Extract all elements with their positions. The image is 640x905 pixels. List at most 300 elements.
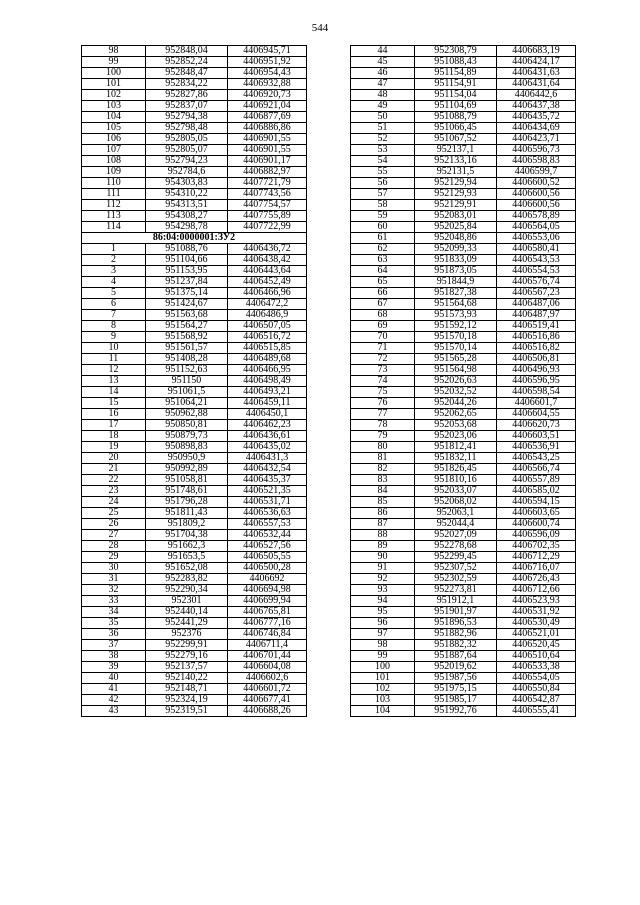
y-coordinate-cell: 4406677,41 (228, 695, 307, 706)
y-coordinate-cell: 4406886,86 (228, 123, 307, 134)
x-coordinate-cell: 951873,05 (415, 266, 497, 277)
table-row (82, 574, 307, 585)
x-coordinate-cell: 951844,9 (415, 277, 497, 288)
table-row (82, 607, 307, 618)
x-coordinate-cell: 952048,86 (415, 233, 497, 244)
table-row (82, 321, 307, 332)
y-coordinate-cell: 4406901,55 (228, 134, 307, 145)
point-number-cell: 97 (351, 629, 415, 640)
y-coordinate-cell: 4406699,94 (228, 596, 307, 607)
x-coordinate-cell: 952852,24 (146, 57, 228, 68)
x-coordinate-cell: 954308,27 (146, 211, 228, 222)
point-number-cell: 47 (351, 79, 415, 90)
x-coordinate-cell: 952307,52 (415, 563, 497, 574)
x-coordinate-cell: 951061,5 (146, 387, 228, 398)
table-row (82, 134, 307, 145)
x-coordinate-cell: 951901,97 (415, 607, 497, 618)
point-number-cell: 73 (351, 365, 415, 376)
point-number-cell: 46 (351, 68, 415, 79)
x-coordinate-cell: 952032,52 (415, 387, 497, 398)
table-row (82, 123, 307, 134)
table-row (351, 57, 576, 68)
y-coordinate-cell: 4406692 (228, 574, 307, 585)
y-coordinate-cell: 4407743,56 (228, 189, 307, 200)
x-coordinate-cell: 951592,12 (415, 321, 497, 332)
x-coordinate-cell: 952129,93 (415, 189, 497, 200)
point-number-cell: 83 (351, 475, 415, 486)
table-row (351, 541, 576, 552)
y-coordinate-cell: 4406436,61 (228, 431, 307, 442)
table-row (82, 266, 307, 277)
point-number-cell: 2 (82, 255, 146, 266)
x-coordinate-cell: 952133,16 (415, 156, 497, 167)
table-row (351, 266, 576, 277)
x-coordinate-cell: 951570,14 (415, 343, 497, 354)
y-coordinate-cell: 4406746,84 (228, 629, 307, 640)
x-coordinate-cell: 951154,91 (415, 79, 497, 90)
y-coordinate-cell: 4406435,37 (228, 475, 307, 486)
x-coordinate-cell: 951811,43 (146, 508, 228, 519)
point-number-cell: 104 (82, 112, 146, 123)
x-coordinate-cell: 951704,38 (146, 530, 228, 541)
y-coordinate-cell: 4406442,6 (497, 90, 576, 101)
x-coordinate-cell: 951561,57 (146, 343, 228, 354)
point-number-cell: 108 (82, 156, 146, 167)
table-row (82, 398, 307, 409)
x-coordinate-cell: 952299,45 (415, 552, 497, 563)
table-row (82, 640, 307, 651)
table-row (351, 277, 576, 288)
table-row (351, 310, 576, 321)
table-row (351, 46, 576, 57)
y-coordinate-cell: 4406553,06 (497, 233, 576, 244)
table-row (351, 222, 576, 233)
table-row (82, 79, 307, 90)
x-coordinate-cell: 951058,81 (146, 475, 228, 486)
y-coordinate-cell: 4406436,72 (228, 244, 307, 255)
x-coordinate-cell: 951887,64 (415, 651, 497, 662)
point-number-cell: 101 (351, 673, 415, 684)
table-row (351, 420, 576, 431)
point-number-cell: 13 (82, 376, 146, 387)
y-coordinate-cell: 4406435,72 (497, 112, 576, 123)
x-coordinate-cell: 952068,02 (415, 497, 497, 508)
point-number-cell: 103 (82, 101, 146, 112)
point-number-cell: 109 (82, 167, 146, 178)
point-number-cell: 14 (82, 387, 146, 398)
table-row (351, 244, 576, 255)
point-number-cell: 98 (82, 46, 146, 57)
table-row (351, 365, 576, 376)
table-row (82, 706, 307, 717)
table-row (82, 486, 307, 497)
y-coordinate-cell: 4406521,01 (497, 629, 576, 640)
x-coordinate-cell: 951987,56 (415, 673, 497, 684)
point-number-cell: 81 (351, 453, 415, 464)
x-coordinate-cell: 951104,69 (415, 101, 497, 112)
y-coordinate-cell: 4406515,85 (228, 343, 307, 354)
point-number-cell: 57 (351, 189, 415, 200)
y-coordinate-cell: 4406532,44 (228, 530, 307, 541)
table-row (351, 321, 576, 332)
table-row (351, 585, 576, 596)
y-coordinate-cell: 4406431,63 (497, 68, 576, 79)
y-coordinate-cell: 4406554,53 (497, 266, 576, 277)
x-coordinate-cell: 950992,89 (146, 464, 228, 475)
point-number-cell: 92 (351, 574, 415, 585)
x-coordinate-cell: 951424,67 (146, 299, 228, 310)
table-row (351, 607, 576, 618)
x-coordinate-cell: 951832,11 (415, 453, 497, 464)
x-coordinate-cell: 954298,78 (146, 222, 228, 233)
table-row (351, 673, 576, 684)
point-number-cell: 40 (82, 673, 146, 684)
x-coordinate-cell: 952025,84 (415, 222, 497, 233)
y-coordinate-cell: 4406500,28 (228, 563, 307, 574)
x-coordinate-cell: 952062,65 (415, 409, 497, 420)
y-coordinate-cell: 4406530,49 (497, 618, 576, 629)
point-number-cell: 104 (351, 706, 415, 717)
point-number-cell: 100 (82, 68, 146, 79)
y-coordinate-cell: 4406536,91 (497, 442, 576, 453)
x-coordinate-cell: 951809,2 (146, 519, 228, 530)
table-row (351, 453, 576, 464)
y-coordinate-cell: 4406576,74 (497, 277, 576, 288)
x-coordinate-cell: 951652,08 (146, 563, 228, 574)
point-number-cell: 49 (351, 101, 415, 112)
point-number-cell: 54 (351, 156, 415, 167)
x-coordinate-cell: 951653,5 (146, 552, 228, 563)
y-coordinate-cell: 4406450,1 (228, 409, 307, 420)
point-number-cell: 74 (351, 376, 415, 387)
table-row (82, 310, 307, 321)
y-coordinate-cell: 4406531,71 (228, 497, 307, 508)
y-coordinate-cell: 4406432,54 (228, 464, 307, 475)
y-coordinate-cell: 4406493,21 (228, 387, 307, 398)
y-coordinate-cell: 4406585,02 (497, 486, 576, 497)
x-coordinate-cell: 951375,14 (146, 288, 228, 299)
x-coordinate-cell: 951975,15 (415, 684, 497, 695)
y-coordinate-cell: 4406505,55 (228, 552, 307, 563)
x-coordinate-cell: 952290,34 (146, 585, 228, 596)
y-coordinate-cell: 4406516,72 (228, 332, 307, 343)
y-coordinate-cell: 4406688,26 (228, 706, 307, 717)
y-coordinate-cell: 4406557,89 (497, 475, 576, 486)
y-coordinate-cell: 4406554,05 (497, 673, 576, 684)
table-row (82, 288, 307, 299)
table-row (82, 453, 307, 464)
y-coordinate-cell: 4406921,04 (228, 101, 307, 112)
x-coordinate-cell: 952023,06 (415, 431, 497, 442)
x-coordinate-cell: 951564,27 (146, 321, 228, 332)
table-row (82, 519, 307, 530)
y-coordinate-cell: 4407721,79 (228, 178, 307, 189)
y-coordinate-cell: 4406543,25 (497, 453, 576, 464)
table-row (351, 211, 576, 222)
y-coordinate-cell: 4406945,71 (228, 46, 307, 57)
point-number-cell: 93 (351, 585, 415, 596)
point-number-cell: 103 (351, 695, 415, 706)
x-coordinate-cell: 950962,88 (146, 409, 228, 420)
table-row (351, 563, 576, 574)
table-row (82, 57, 307, 68)
x-coordinate-cell: 952099,33 (415, 244, 497, 255)
table-row (82, 343, 307, 354)
point-number-cell: 6 (82, 299, 146, 310)
x-coordinate-cell: 951154,04 (415, 90, 497, 101)
x-coordinate-cell: 951154,89 (415, 68, 497, 79)
point-number-cell: 30 (82, 563, 146, 574)
table-row (351, 431, 576, 442)
y-coordinate-cell: 4406602,6 (228, 673, 307, 684)
point-number-cell: 15 (82, 398, 146, 409)
y-coordinate-cell: 4406462,23 (228, 420, 307, 431)
point-number-cell: 51 (351, 123, 415, 134)
y-coordinate-cell: 4406452,49 (228, 277, 307, 288)
y-coordinate-cell: 4406542,87 (497, 695, 576, 706)
table-row (351, 486, 576, 497)
table-row (351, 178, 576, 189)
y-coordinate-cell: 4406600,52 (497, 178, 576, 189)
table-row (82, 387, 307, 398)
table-row (351, 651, 576, 662)
x-coordinate-cell: 951896,53 (415, 618, 497, 629)
point-number-cell: 39 (82, 662, 146, 673)
y-coordinate-cell: 4406601,72 (228, 684, 307, 695)
table-row (351, 200, 576, 211)
y-coordinate-cell: 4406901,17 (228, 156, 307, 167)
point-number-cell: 94 (351, 596, 415, 607)
y-coordinate-cell: 4406510,64 (497, 651, 576, 662)
point-number-cell: 87 (351, 519, 415, 530)
y-coordinate-cell: 4406777,16 (228, 618, 307, 629)
point-number-cell: 96 (351, 618, 415, 629)
coordinates-table-right (350, 45, 576, 717)
table-row (351, 343, 576, 354)
y-coordinate-cell: 4406435,02 (228, 442, 307, 453)
y-coordinate-cell: 4406712,29 (497, 552, 576, 563)
y-coordinate-cell: 4406466,95 (228, 365, 307, 376)
table-row (82, 222, 307, 233)
point-number-cell: 65 (351, 277, 415, 288)
y-coordinate-cell: 4406487,97 (497, 310, 576, 321)
x-coordinate-cell: 952279,16 (146, 651, 228, 662)
x-coordinate-cell: 952019,62 (415, 662, 497, 673)
x-coordinate-cell: 952026,63 (415, 376, 497, 387)
y-coordinate-cell: 4406437,38 (497, 101, 576, 112)
point-number-cell: 61 (351, 233, 415, 244)
x-coordinate-cell: 951152,63 (146, 365, 228, 376)
table-row (82, 376, 307, 387)
x-coordinate-cell: 952273,81 (415, 585, 497, 596)
point-number-cell: 50 (351, 112, 415, 123)
y-coordinate-cell: 4406459,11 (228, 398, 307, 409)
table-row (351, 596, 576, 607)
x-coordinate-cell: 952131,5 (415, 167, 497, 178)
x-coordinate-cell: 951563,68 (146, 310, 228, 321)
y-coordinate-cell: 4406920,73 (228, 90, 307, 101)
y-coordinate-cell: 4406496,93 (497, 365, 576, 376)
point-number-cell: 95 (351, 607, 415, 618)
y-coordinate-cell: 4406877,69 (228, 112, 307, 123)
y-coordinate-cell: 4406596,73 (497, 145, 576, 156)
point-number-cell: 7 (82, 310, 146, 321)
table-row (351, 156, 576, 167)
y-coordinate-cell: 4406424,17 (497, 57, 576, 68)
table-row (82, 332, 307, 343)
x-coordinate-cell: 951088,43 (415, 57, 497, 68)
point-number-cell: 90 (351, 552, 415, 563)
point-number-cell: 9 (82, 332, 146, 343)
point-number-cell: 82 (351, 464, 415, 475)
point-number-cell: 16 (82, 409, 146, 420)
table-row (351, 376, 576, 387)
point-number-cell: 12 (82, 365, 146, 376)
y-coordinate-cell: 4406521,35 (228, 486, 307, 497)
section-title: 86:04:0000001:ЗУ2 (82, 233, 307, 244)
x-coordinate-cell: 952794,23 (146, 156, 228, 167)
table-row (351, 354, 576, 365)
table-row (82, 442, 307, 453)
table-row (351, 134, 576, 145)
y-coordinate-cell: 4406603,51 (497, 431, 576, 442)
y-coordinate-cell: 4406951,92 (228, 57, 307, 68)
table-row (82, 530, 307, 541)
y-coordinate-cell: 4406932,88 (228, 79, 307, 90)
x-coordinate-cell: 951748,61 (146, 486, 228, 497)
point-number-cell: 60 (351, 222, 415, 233)
x-coordinate-cell: 951408,28 (146, 354, 228, 365)
point-number-cell: 102 (82, 90, 146, 101)
table-row (351, 464, 576, 475)
x-coordinate-cell: 952324,19 (146, 695, 228, 706)
point-number-cell: 34 (82, 607, 146, 618)
table-row (351, 398, 576, 409)
x-coordinate-cell: 952319,51 (146, 706, 228, 717)
point-number-cell: 78 (351, 420, 415, 431)
x-coordinate-cell: 951912,1 (415, 596, 497, 607)
y-coordinate-cell: 4406599,7 (497, 167, 576, 178)
x-coordinate-cell: 952794,38 (146, 112, 228, 123)
x-coordinate-cell: 951564,68 (415, 299, 497, 310)
point-number-cell: 67 (351, 299, 415, 310)
table-row (351, 695, 576, 706)
point-number-cell: 64 (351, 266, 415, 277)
y-coordinate-cell: 4406954,43 (228, 68, 307, 79)
point-number-cell: 5 (82, 288, 146, 299)
table-row (351, 112, 576, 123)
x-coordinate-cell: 951066,45 (415, 123, 497, 134)
y-coordinate-cell: 4406600,56 (497, 200, 576, 211)
y-coordinate-cell: 4406507,05 (228, 321, 307, 332)
point-number-cell: 105 (82, 123, 146, 134)
table-row (82, 662, 307, 673)
point-number-cell: 45 (351, 57, 415, 68)
point-number-cell: 58 (351, 200, 415, 211)
point-number-cell: 44 (351, 46, 415, 57)
x-coordinate-cell: 952063,1 (415, 508, 497, 519)
point-number-cell: 80 (351, 442, 415, 453)
table-row (82, 145, 307, 156)
table-row (82, 475, 307, 486)
table-row (351, 662, 576, 673)
y-coordinate-cell: 4406567,23 (497, 288, 576, 299)
point-number-cell: 63 (351, 255, 415, 266)
x-coordinate-cell: 950950,9 (146, 453, 228, 464)
table-row (351, 255, 576, 266)
point-number-cell: 38 (82, 651, 146, 662)
coordinates-table-left-body (82, 46, 307, 717)
y-coordinate-cell: 4406596,09 (497, 530, 576, 541)
x-coordinate-cell: 952044,26 (415, 398, 497, 409)
point-number-cell: 56 (351, 178, 415, 189)
table-row (351, 90, 576, 101)
x-coordinate-cell: 951565,28 (415, 354, 497, 365)
table-row (351, 475, 576, 486)
x-coordinate-cell: 950898,83 (146, 442, 228, 453)
point-number-cell: 77 (351, 409, 415, 420)
y-coordinate-cell: 4406543,53 (497, 255, 576, 266)
x-coordinate-cell: 954313,51 (146, 200, 228, 211)
x-coordinate-cell: 952784,6 (146, 167, 228, 178)
x-coordinate-cell: 951570,18 (415, 332, 497, 343)
x-coordinate-cell: 952376 (146, 629, 228, 640)
x-coordinate-cell: 951992,76 (415, 706, 497, 717)
y-coordinate-cell: 4406438,42 (228, 255, 307, 266)
x-coordinate-cell: 951812,41 (415, 442, 497, 453)
table-row (351, 409, 576, 420)
x-coordinate-cell: 954310,22 (146, 189, 228, 200)
y-coordinate-cell: 4406596,95 (497, 376, 576, 387)
point-number-cell: 26 (82, 519, 146, 530)
x-coordinate-cell: 951153,95 (146, 266, 228, 277)
point-number-cell: 71 (351, 343, 415, 354)
point-number-cell: 35 (82, 618, 146, 629)
y-coordinate-cell: 4406516,82 (497, 343, 576, 354)
table-row (82, 244, 307, 255)
table-row (82, 673, 307, 684)
y-coordinate-cell: 4406557,53 (228, 519, 307, 530)
table-row (351, 552, 576, 563)
table-row (351, 640, 576, 651)
point-number-cell: 24 (82, 497, 146, 508)
table-row (351, 79, 576, 90)
table-row (82, 508, 307, 519)
y-coordinate-cell: 4406598,54 (497, 387, 576, 398)
x-coordinate-cell: 952805,05 (146, 134, 228, 145)
x-coordinate-cell: 952137,57 (146, 662, 228, 673)
x-coordinate-cell: 951662,3 (146, 541, 228, 552)
point-number-cell: 102 (351, 684, 415, 695)
point-number-cell: 28 (82, 541, 146, 552)
table-row (82, 178, 307, 189)
y-coordinate-cell: 4406520,45 (497, 640, 576, 651)
x-coordinate-cell: 952301 (146, 596, 228, 607)
point-number-cell: 53 (351, 145, 415, 156)
y-coordinate-cell: 4406716,07 (497, 563, 576, 574)
y-coordinate-cell: 4406486,9 (228, 310, 307, 321)
x-coordinate-cell: 951104,66 (146, 255, 228, 266)
point-number-cell: 99 (82, 57, 146, 68)
x-coordinate-cell: 951150 (146, 376, 228, 387)
x-coordinate-cell: 952033,07 (415, 486, 497, 497)
table-row (351, 68, 576, 79)
y-coordinate-cell: 4406472,2 (228, 299, 307, 310)
point-number-cell: 19 (82, 442, 146, 453)
table-row (82, 684, 307, 695)
point-number-cell: 91 (351, 563, 415, 574)
point-number-cell: 11 (82, 354, 146, 365)
